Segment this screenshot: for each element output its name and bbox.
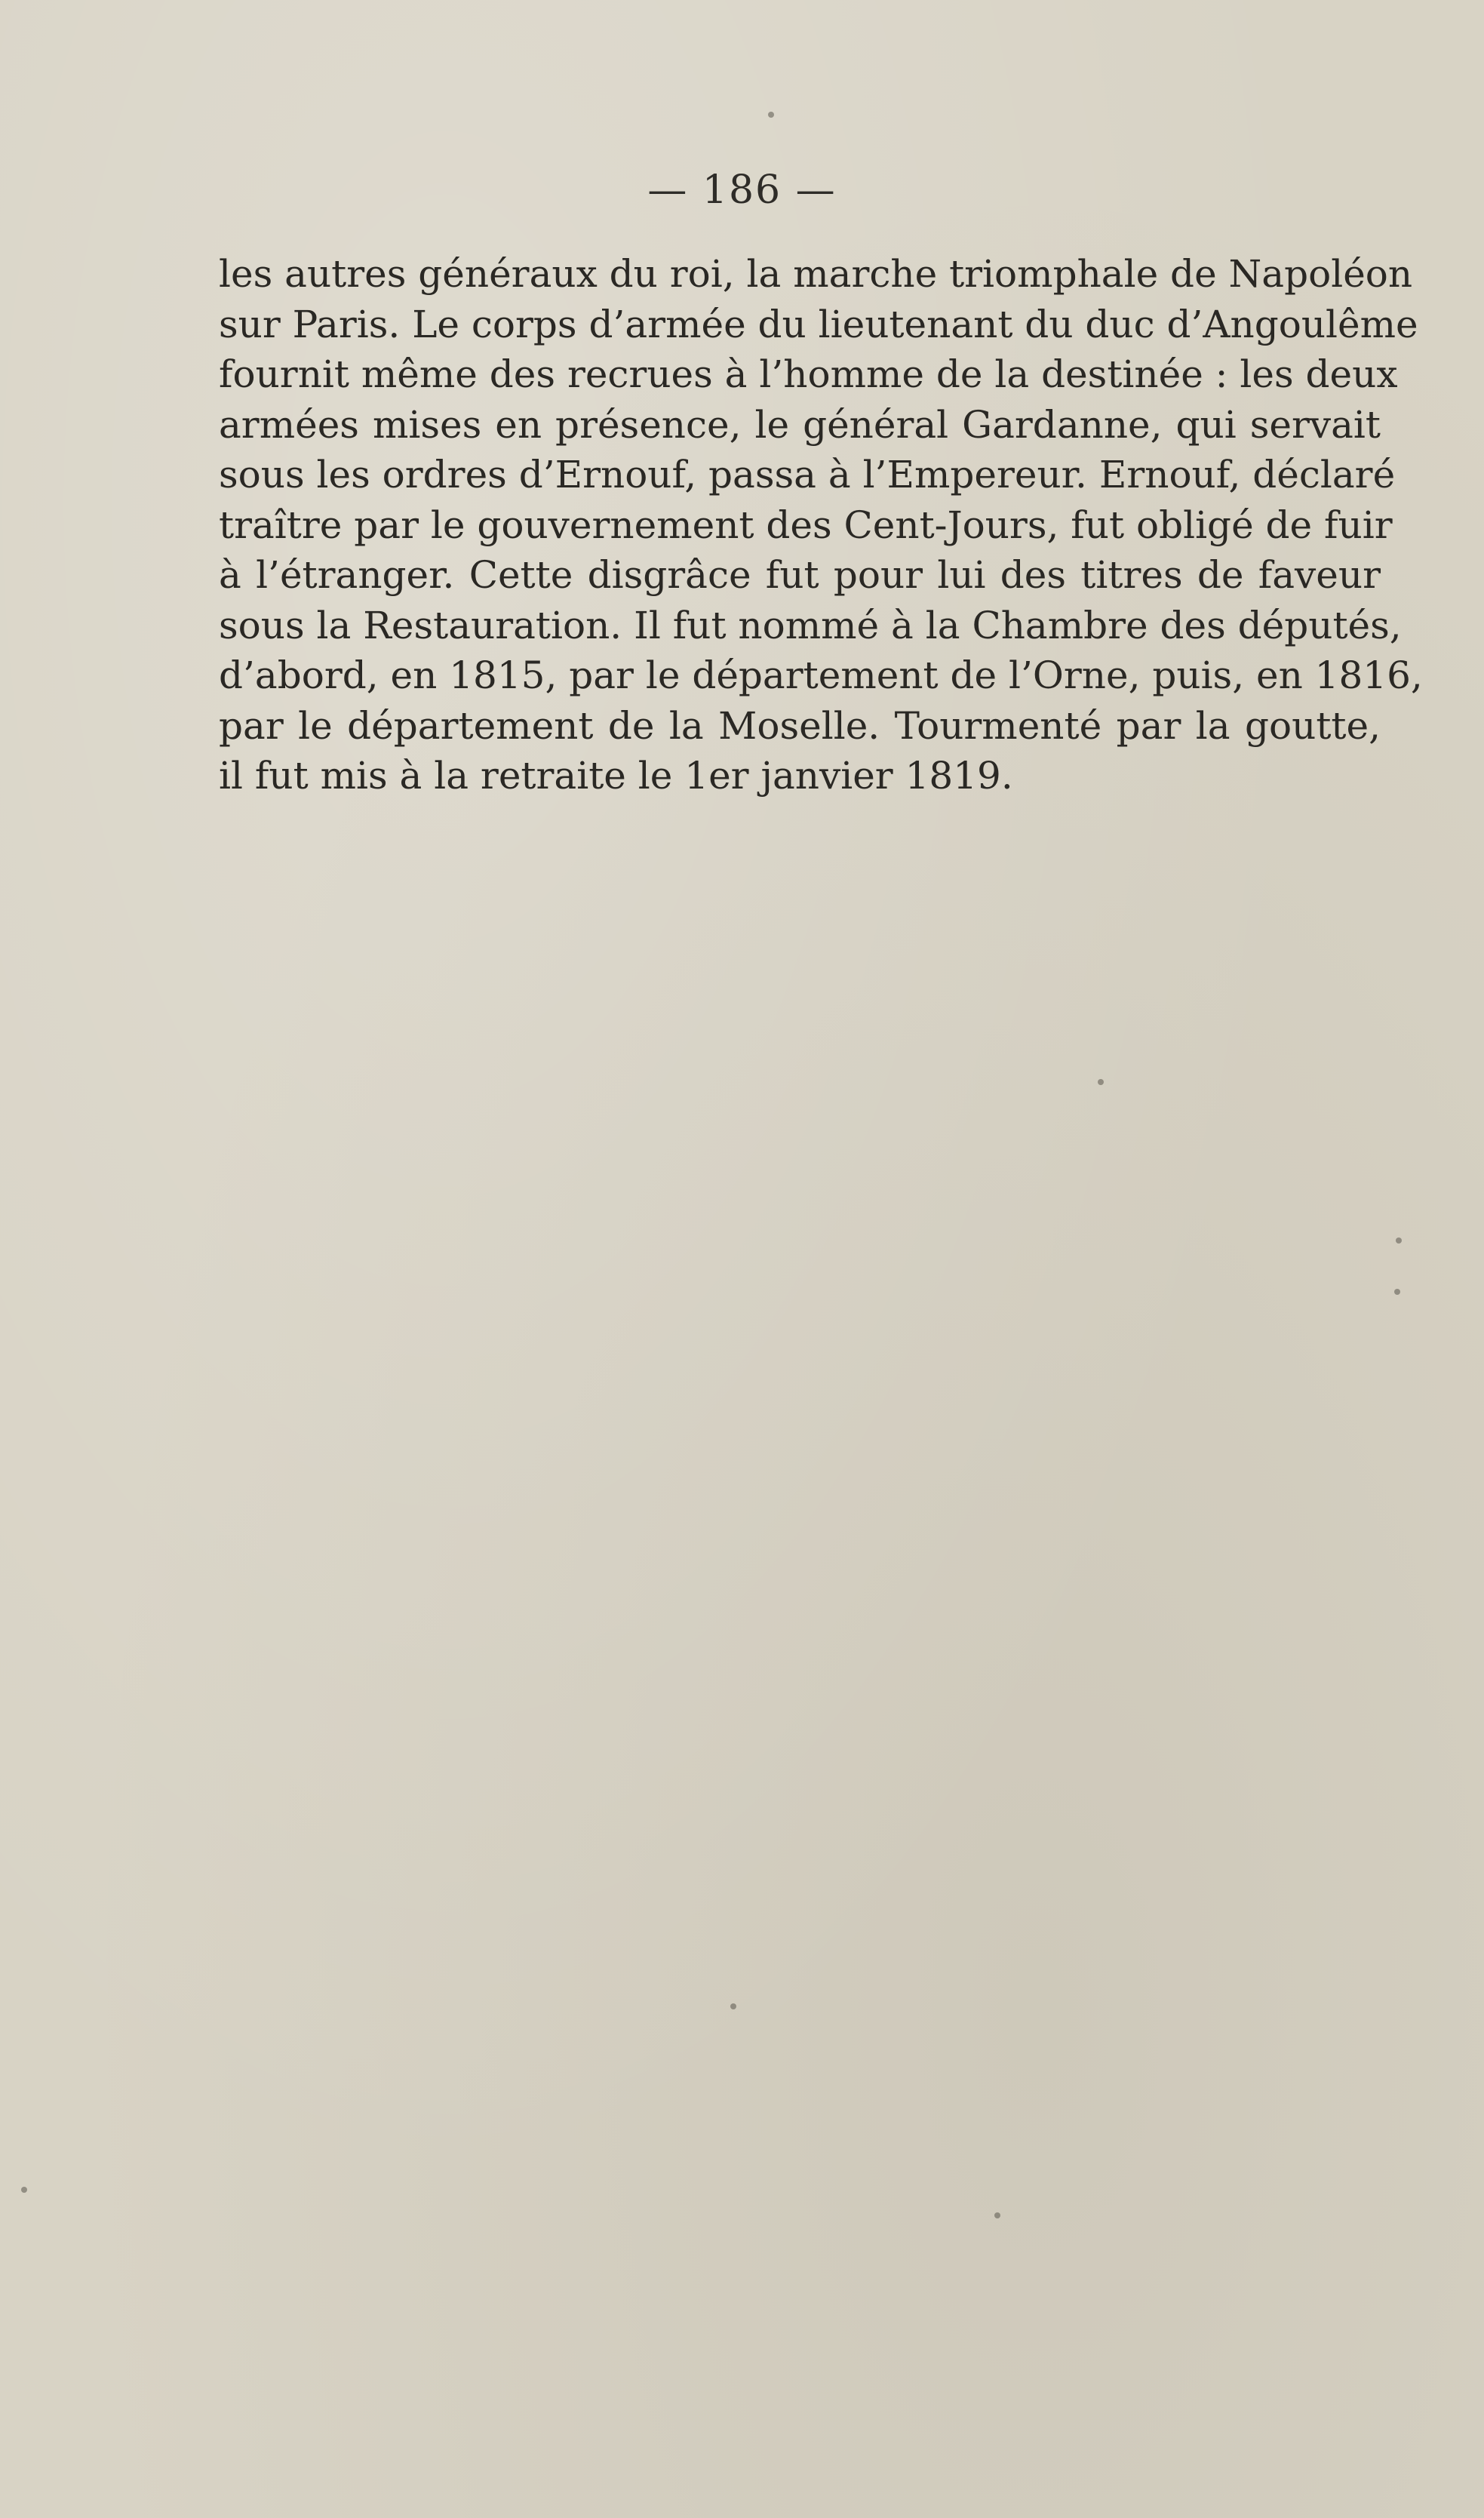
- page-number: — 186 —: [647, 168, 837, 213]
- text-line: fournit même des recrues à l’homme de la destinée : les deux: [219, 352, 1398, 396]
- body-paragraph: [219, 249, 1423, 801]
- text-line: sous la Restauration. Il fut nommé à la Chambre des députés,: [219, 603, 1402, 647]
- paper-speck: [1394, 1289, 1400, 1295]
- text-line: sous les ordres d’Ernouf, passa à l’Empereur. Ernouf, déclaré: [219, 453, 1396, 497]
- text-line: traître par le gouvernement des Cent-Jours, fut obligé de fuir: [219, 503, 1393, 547]
- text-line: les autres généraux du roi, la marche triomphale de Napoléon: [219, 252, 1413, 296]
- paper-speck: [21, 2187, 27, 2193]
- text-line: d’abord, en 1815, par le département de l’Orne, puis, en 1816,: [219, 653, 1423, 697]
- paper-speck: [1396, 1237, 1402, 1244]
- paper-speck: [730, 2003, 736, 2009]
- paper-speck: [768, 112, 774, 118]
- paper-speck: [994, 2212, 1000, 2218]
- text-line: à l’étranger. Cette disgrâce fut pour lui des titres de faveur: [219, 553, 1381, 597]
- text-line: armées mises en présence, le général Gardanne, qui servait: [219, 402, 1381, 447]
- text-line: il fut mis à la retraite le 1er janvier 1819.: [219, 754, 1013, 798]
- text-line: par le département de la Moselle. Tourmenté par la goutte,: [219, 703, 1381, 748]
- text-line: sur Paris. Le corps d’armée du lieutenant du duc d’Angoulême: [219, 302, 1418, 346]
- paper-speck: [1098, 1079, 1104, 1085]
